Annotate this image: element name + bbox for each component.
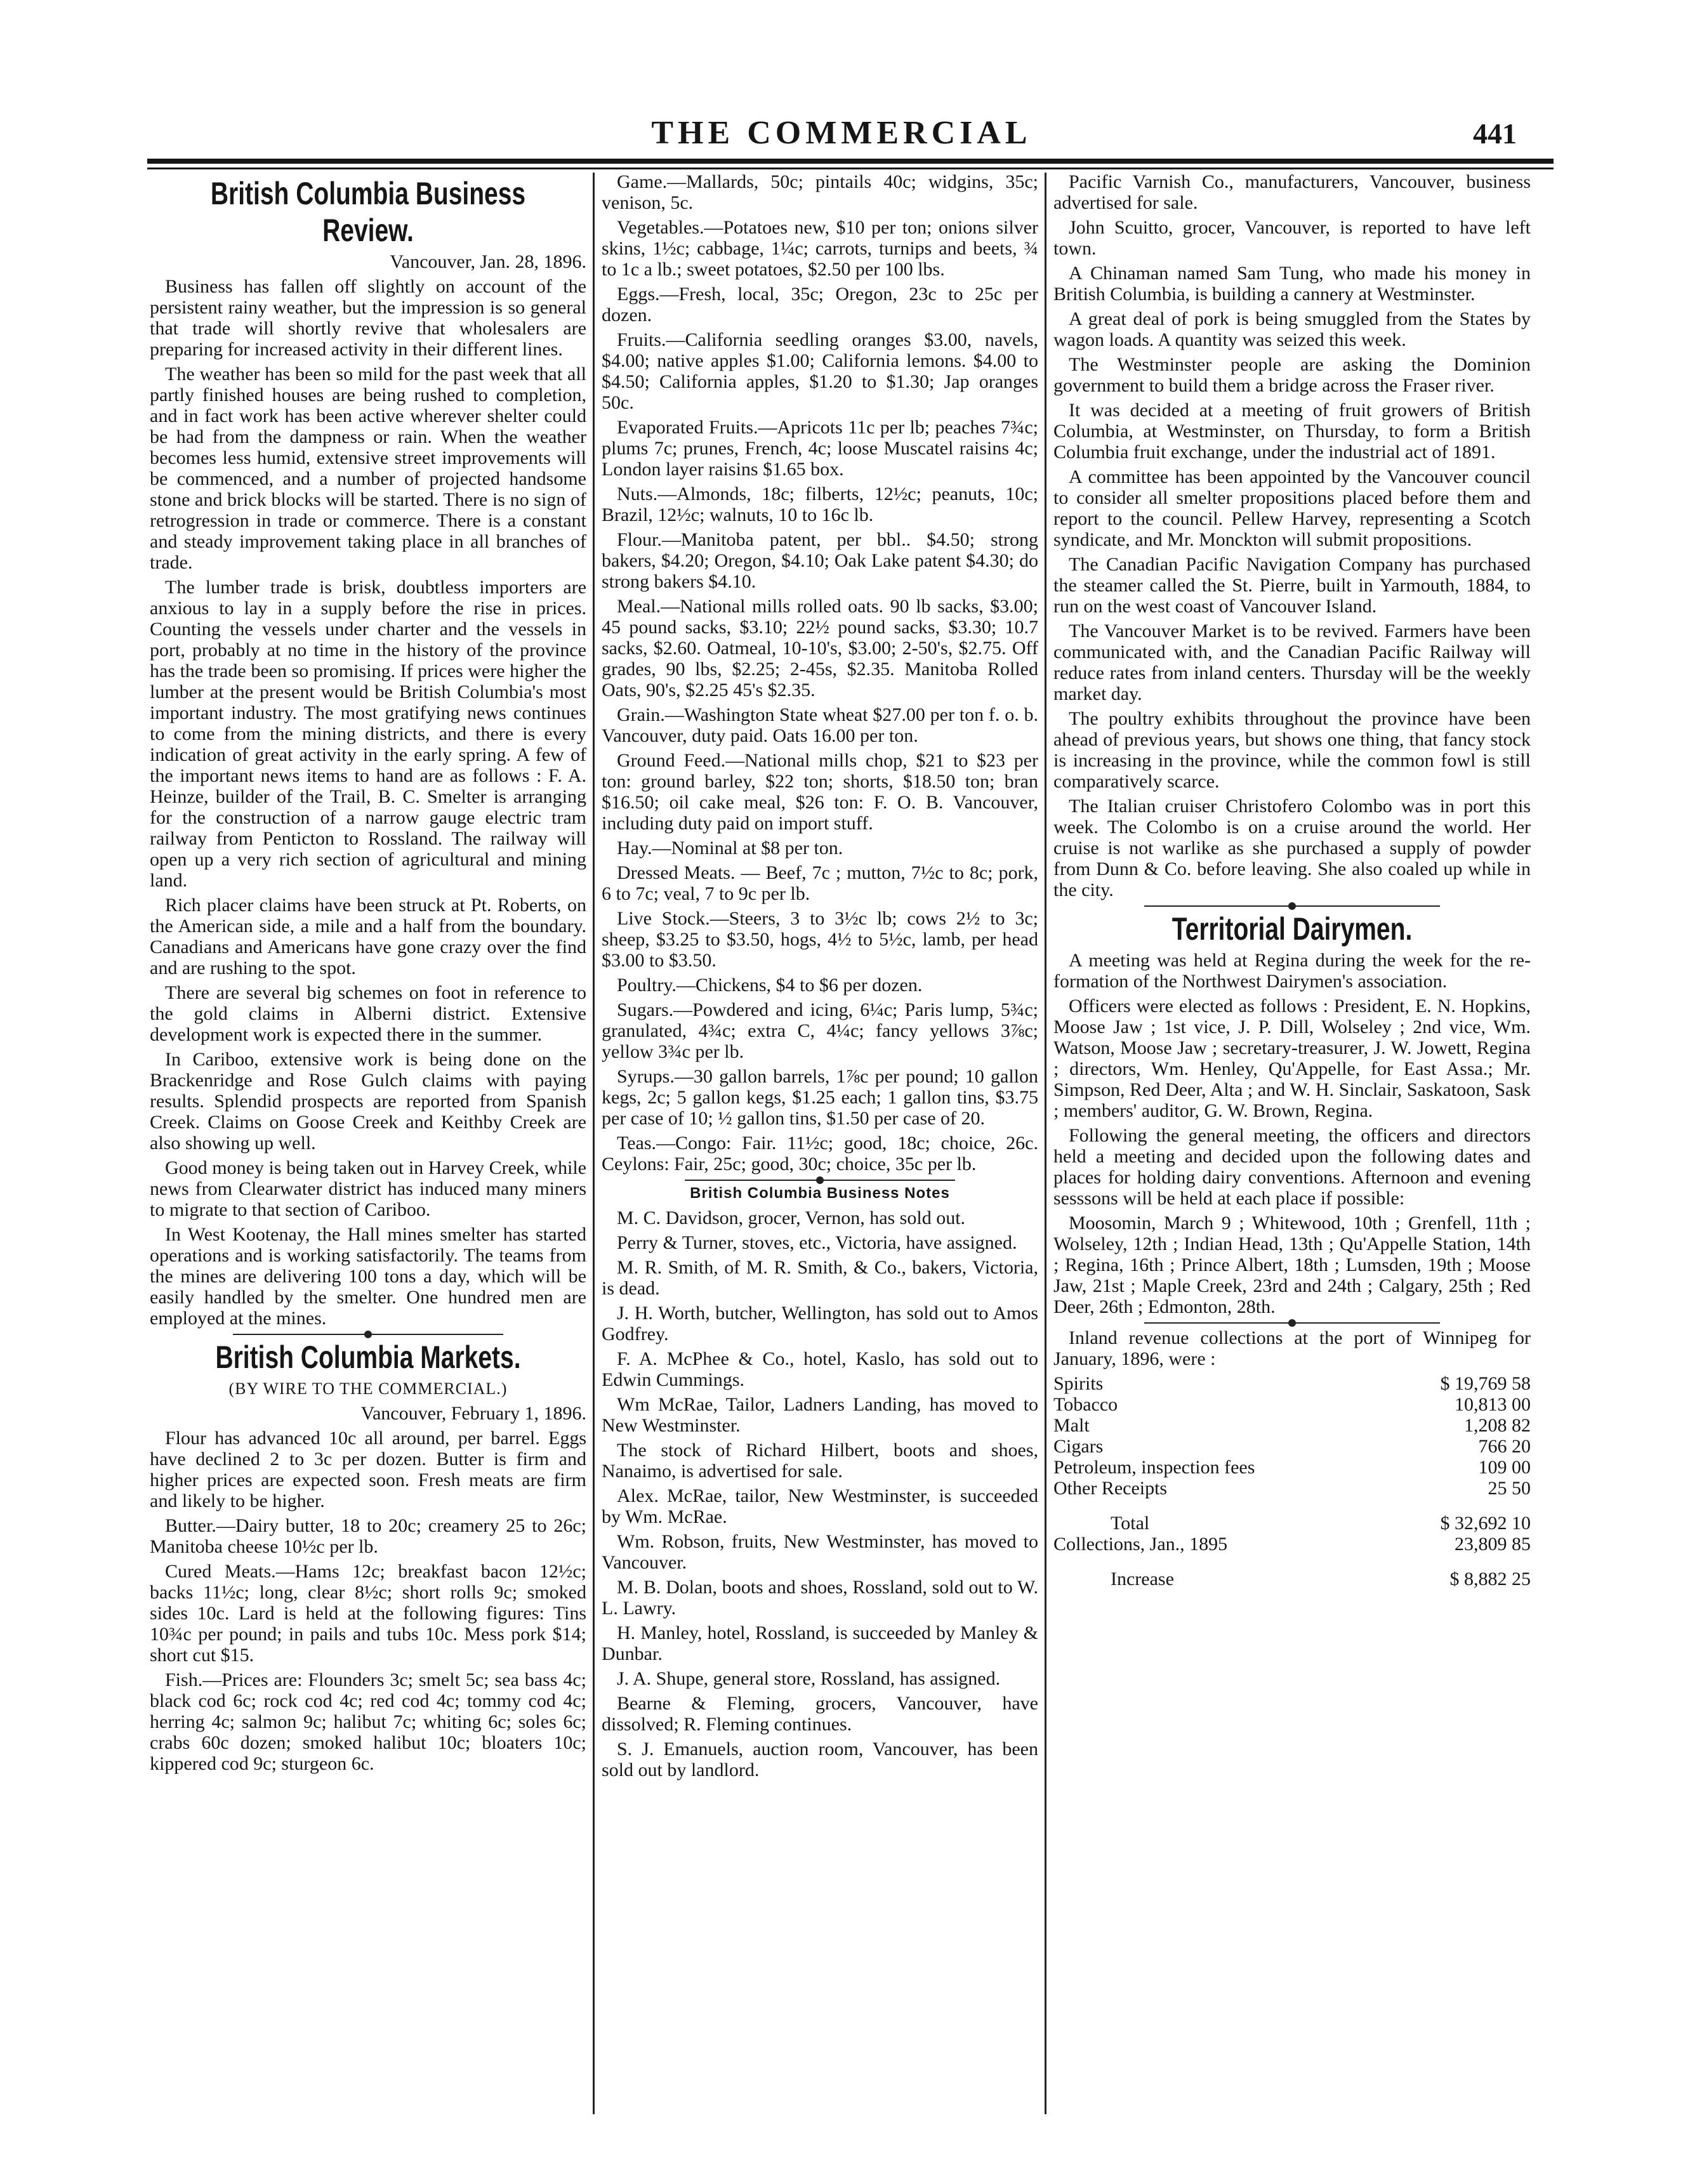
collections-row	[1053, 1534, 1531, 1555]
paragraph: The Vancouver Market is to be revived. Farmers have been communicated with, and the Canadian Pacific Railway will reduce rates from inland centers. Thursday will be the weekly market day.	[1053, 621, 1531, 704]
masthead	[0, 114, 1683, 152]
paragraph: Butter.—Dairy butter, 18 to 20c; creamery 25 to 26c; Manitoba cheese 10½c per lb.	[150, 1515, 586, 1557]
dateline: Vancouver, February 1, 1896.	[360, 1403, 586, 1424]
note-item: F. A. McPhee & Co., hotel, Kaslo, has sold out to Edwin Cummings.	[602, 1348, 1038, 1390]
paragraph: Flour.—Manitoba patent, per bbl.. $4.50; strong bakers, $4.20; Oregon, $4.10; Oak Lake patent $4.30; do strong bakers $4.10.	[602, 529, 1038, 592]
table-row	[1053, 1394, 1531, 1415]
total-label: Total	[1111, 1513, 1150, 1534]
paragraph: John Scuitto, grocer, Vancouver, is reported to have left town.	[1053, 217, 1531, 259]
revenue-amount: 10,813 00	[1455, 1394, 1531, 1415]
paragraph: The weather has been so mild for the past week that all partly finished houses are being rushed to completion, and in fact work has been active wherever shelter could be had from the dampness or rain. When the weather becomes less humid, extensive street improvements will be commenced, and a number of projected handsome stone and brick blocks will be started. There is no sign of retrogression in trade or commerce. There is a constant and steady improvement taking place in all branches of trade.	[150, 364, 586, 573]
paragraph: Grain.—Washington State wheat $27.00 per ton f. o. b. Vancouver, duty paid. Oats 16.00 per ton.	[602, 704, 1038, 746]
paragraph: There are several big schemes on foot in reference to the gold claims in Alberni district. Extensive development work is expected there in the summer.	[150, 982, 586, 1045]
note-item: Wm McRae, Tailor, Ladners Landing, has moved to New Westminster.	[602, 1394, 1038, 1436]
paragraph: Teas.—Congo: Fair. 11½c; good, 18c; choice, 26c. Ceylons: Fair, 25c; good, 30c; choice, 35c per lb.	[602, 1133, 1038, 1174]
revenue-label: Cigars	[1053, 1436, 1104, 1457]
table-row	[1053, 1436, 1531, 1457]
note-item: M. R. Smith, of M. R. Smith, & Co., bakers, Victoria, is dead.	[602, 1257, 1038, 1299]
paragraph: The lumber trade is brisk, doubtless importers are anxious to lay in a supply before the rise in prices. Counting the vessels under charter and the vessels in port, probably at no time in the history of the province has the trade been so promising. If prices were higher the lumber at the present would be British Columbia's most important industry. The most gratifying news continues to come from the mining districts, and there is every indication of great activity in the early spring. A few of the important news items to hand are as follows : F. A. Heinze, builder of the Trail, B. C. Smelter is arranging for the construction of a narrow gauge electric tram railway from Penticton to Rossland. The railway will open up a very rich section of agricultural and mining land.	[150, 577, 586, 891]
revenue-amount: $ 19,769 58	[1440, 1373, 1531, 1394]
paragraph: Flour has advanced 10c all around, per barrel. Eggs have declined 2 to 3c per dozen. Butter is firm and higher prices are expected soon. Fresh meats are firm and likely to be higher.	[150, 1428, 586, 1511]
paragraph: Sugars.—Powdered and icing, 6¼c; Paris lump, 5¾c; granulated, 4¾c; extra C, 4¼c; fancy yellows 3⅞c; yellow 3¾c per lb.	[602, 999, 1038, 1062]
newspaper-title: THE COMMERCIAL	[651, 115, 1032, 151]
paragraph: Eggs.—Fresh, local, 35c; Oregon, 23c to 25c per dozen.	[602, 284, 1038, 326]
revenue-amount: 1,208 82	[1464, 1415, 1531, 1436]
section-separator	[233, 1334, 504, 1335]
paragraph: Pacific Varnish Co., manufacturers, Vancouver, business advertised for sale.	[1053, 171, 1531, 213]
revenue-amount: 766 20	[1478, 1436, 1531, 1457]
table-row	[1053, 1415, 1531, 1436]
paragraph: A great deal of pork is being smuggled from the States by wagon loads. A quantity was seized this week.	[1053, 308, 1531, 350]
article-title-business-notes: British Columbia Business Notes	[690, 1185, 950, 1202]
paragraph: A meeting was held at Regina during the week for the re-formation of the Northwest Dairymen's association.	[1053, 950, 1531, 992]
revenue-label: Spirits	[1053, 1373, 1104, 1394]
revenue-table	[1053, 1373, 1531, 1589]
column-2	[602, 171, 1038, 2170]
paragraph: Live Stock.—Steers, 3 to 3½c lb; cows 2½ to 3c; sheep, $3.25 to $3.50, hogs, 4½ to 5½c, lamb, per head $3.00 to $3.50.	[602, 908, 1038, 971]
table-row	[1053, 1373, 1531, 1394]
paragraph: In Cariboo, extensive work is being done on the Brackenridge and Rose Gulch claims with paying results. Splendid prospects are reported from Spanish Creek. Claims on Goose Creek and Keithby Creek are also showing up well.	[150, 1049, 586, 1154]
paragraph: Meal.—National mills rolled oats. 90 lb sacks, $3.00; 45 pound sacks, $3.10; 22½ pound sacks, $3.30; 10.7 sacks, $2.60. Oatmeal, 10-10's, $3.00; 2-50's, $2.75. Off grades, 90 lbs, $2.25; 2-45s, $2.35. Manitoba Rolled Oats, 90's, $2.25 45's $2.35.	[602, 596, 1038, 701]
note-item: H. Manley, hotel, Rossland, is succeeded by Manley & Dunbar.	[602, 1622, 1038, 1664]
total-row	[1053, 1499, 1531, 1534]
table-row	[1053, 1457, 1531, 1478]
paragraph: Officers were elected as follows : President, E. N. Hopkins, Moose Jaw ; 1st vice, J. P. Dill, Wolseley ; 2nd vice, Wm. Watson, Moose Jaw ; secretary-treasurer, J. W. Jowett, Regina ; directors, Wm. Henley, Qu'Appelle, for East Assa.; Mr. Simpson, Red Deer, Alta ; and W. H. Sinclair, Saskatoon, Sask ; members' auditor, G. W. Brown, Regina.	[1053, 996, 1531, 1121]
column-1	[150, 171, 586, 2170]
paragraph: The Italian cruiser Christofero Colombo was in port this week. The Colombo is on a cruise around the world. Her cruise is not warlike as she purchased a supply of powder from Dunn & Co. before leaving. She also coaled up while in the city.	[1053, 796, 1531, 900]
dateline: Vancouver, Jan. 28, 1896.	[390, 251, 586, 272]
total-amount: $ 32,692 10	[1440, 1513, 1531, 1534]
note-item: Perry & Turner, stoves, etc., Victoria, have assigned.	[617, 1232, 1017, 1253]
column-divider-1	[593, 173, 595, 2114]
note-item: J. H. Worth, butcher, Wellington, has sold out to Amos Godfrey.	[602, 1303, 1038, 1345]
collections-amount: 23,809 85	[1455, 1534, 1531, 1555]
paragraph: The Westminster people are asking the Dominion government to build them a bridge across the Fraser river.	[1053, 354, 1531, 396]
paragraph: Fruits.—California seedling oranges $3.00, navels, $4.00; native apples $1.00; California lemons. $4.00 to $4.50; California apples, $1.20 to $1.30; Jap oranges 50c.	[602, 329, 1038, 413]
paragraph: The poultry exhibits throughout the province have been ahead of previous years, but shows one thing, that fancy stock is increasing in the province, while the common fowl is still comparatively scarce.	[1053, 708, 1531, 792]
paragraph: Cured Meats.—Hams 12c; breakfast bacon 12½c; backs 11½c; long, clear 8½c; short rolls 9c; smoked sides 10c. Lard is held at the following figures: Tins 10¾c per pound; in pails and tubs 10c. Mess pork $14; short cut $15.	[150, 1561, 586, 1666]
note-item: Alex. McRae, tailor, New Westminster, is succeeded by Wm. McRae.	[602, 1485, 1038, 1527]
column-3	[1053, 171, 1531, 2170]
column-divider-2	[1045, 173, 1046, 2114]
paragraph: Game.—Mallards, 50c; pintails 40c; widgins, 35c; venison, 5c.	[602, 171, 1038, 213]
paragraph: Good money is being taken out in Harvey Creek, while news from Clearwater district has induced many miners to migrate to that section of Cariboo.	[150, 1157, 586, 1220]
revenue-label: Petroleum, inspection fees	[1053, 1457, 1255, 1478]
paragraph: A Chinaman named Sam Tung, who made his money in British Columbia, is building a cannery at Westminster.	[1053, 263, 1531, 305]
note-item: J. A. Shupe, general store, Rossland, has assigned.	[617, 1668, 1001, 1689]
paragraph: Syrups.—30 gallon barrels, 1⅞c per pound; 10 gallon kegs, 2c; 5 gallon kegs, $1.25 each; 1 gallon tins, $3.75 per case of 10; ½ gallon tins, $1.50 per case of 20.	[602, 1066, 1038, 1129]
paragraph: Ground Feed.—National mills chop, $21 to $23 per ton: ground barley, $22 ton; shorts, $18.50 ton; bran $16.50; oil cake meal, $26 ton: F. O. B. Vancouver, including duty paid on import stuff.	[602, 750, 1038, 834]
note-item: The stock of Richard Hilbert, boots and shoes, Nanaimo, is advertised for sale.	[602, 1440, 1038, 1482]
article-title-dairymen: Territorial Dairymen.	[1172, 911, 1413, 947]
paragraph: Rich placer claims have been struck at Pt. Roberts, on the American side, a mile and a half from the boundary. Canadians and Americans have gone crazy over the find and are rushing to the spot.	[150, 895, 586, 978]
note-item: M. C. Davidson, grocer, Vernon, has sold out.	[617, 1207, 966, 1228]
paragraph: Following the general meeting, the officers and directors held a meeting and decided upon the following dates and places for holding dairy conventions. Afternoon and evening sesssons will be held at each place if possible:	[1053, 1125, 1531, 1209]
paragraph: Hay.—Nominal at $8 per ton.	[617, 838, 843, 858]
paragraph: In West Kootenay, the Hall mines smelter has started operations and is working satisfactorily. The teams from the mines are delivering 100 tons a day, which will be easily handled by the smelter. One hundred men are employed at the mines.	[150, 1224, 586, 1329]
header-rule-thin	[147, 168, 1554, 169]
table-row	[1053, 1478, 1531, 1499]
increase-row	[1053, 1555, 1531, 1589]
paragraph: Business has fallen off slightly on account of the persistent rainy weather, but the impression is so general that trade will shortly revive that wholesalers are preparing for increased activity in their different lines.	[150, 276, 586, 360]
section-separator	[1144, 905, 1440, 907]
revenue-label: Malt	[1053, 1415, 1090, 1436]
article-title-business-review: British Columbia Business Review.	[210, 176, 526, 248]
header-rule-thick	[147, 159, 1554, 164]
revenue-amount: 25 50	[1488, 1478, 1531, 1499]
paragraph: Poultry.—Chickens, $4 to $6 per dozen.	[617, 975, 923, 996]
note-item: S. J. Emanuels, auction room, Vancouver, has been sold out by landlord.	[602, 1739, 1038, 1780]
section-separator	[1144, 1322, 1440, 1324]
page-number: 441	[1473, 117, 1517, 150]
revenue-amount: 109 00	[1478, 1457, 1531, 1478]
paragraph: It was decided at a meeting of fruit growers of British Columbia, at Westminster, on Thursday, to form a British Columbia fruit exchange, under the industrial act of 1891.	[1053, 400, 1531, 463]
paragraph: Dressed Meats. — Beef, 7c ; mutton, 7½c to 8c; pork, 6 to 7c; veal, 7 to 9c per lb.	[602, 862, 1038, 904]
paragraph: Moosomin, March 9 ; Whitewood, 10th ; Grenfell, 11th ; Wolseley, 12th ; Indian Head, 13th ; Qu'Appelle Station, 14th ; Regina, 16th ; Prince Albert, 18th ; Lumsden, 19th ; Moose Jaw, 21st ; Maple Creek, 23rd and 24th ; Calgary, 25th ; Red Deer, 26th ; Edmonton, 28th.	[1053, 1213, 1531, 1317]
paragraph: Evaporated Fruits.—Apricots 11c per lb; peaches 7¾c; plums 7c; prunes, French, 4c; loose Muscatel raisins 4c; London layer raisins $1.65 box.	[602, 417, 1038, 480]
collections-label: Collections, Jan., 1895	[1053, 1534, 1228, 1555]
revenue-label: Tobacco	[1053, 1394, 1118, 1415]
note-item: M. B. Dolan, boots and shoes, Rossland, sold out to W. L. Lawry.	[602, 1577, 1038, 1619]
revenue-intro: Inland revenue collections at the port of Winnipeg for January, 1896, were :	[1053, 1327, 1531, 1369]
increase-amount: $ 8,882 25	[1449, 1569, 1531, 1589]
paragraph: Nuts.—Almonds, 18c; filberts, 12½c; peanuts, 10c; Brazil, 12½c; walnuts, 10 to 16c lb.	[602, 484, 1038, 525]
wire-note: (BY WIRE TO THE COMMERCIAL.)	[228, 1379, 508, 1398]
note-item: Wm. Robson, fruits, New Westminster, has moved to Vancouver.	[602, 1531, 1038, 1573]
note-item: Bearne & Fleming, grocers, Vancouver, have dissolved; R. Fleming continues.	[602, 1693, 1038, 1735]
increase-label: Increase	[1111, 1569, 1174, 1589]
paragraph: A committee has been appointed by the Vancouver council to consider all smelter propositions placed before them and report to the council. Pellew Harvey, representing a Scotch syndicate, and Mr. Monckton will submit propositions.	[1053, 466, 1531, 550]
revenue-label: Other Receipts	[1053, 1478, 1168, 1499]
paragraph: Fish.—Prices are: Flounders 3c; smelt 5c; sea bass 4c; black cod 6c; rock cod 4c; red cod 4c; tommy cod 4c; herring 4c; salmon 9c; halibut 7c; whiting 6c; soles 6c; crabs 60c dozen; smoked halibut 10c; bloaters 10c; kippered cod 9c; sturgeon 6c.	[150, 1669, 586, 1774]
paragraph: Vegetables.—Potatoes new, $10 per ton; onions silver skins, 1½c; cabbage, 1¼c; carrots, turnips and beets, ¾ to 1c a lb.; sweet potatoes, $2.50 per 100 lbs.	[602, 217, 1038, 280]
article-title-markets: British Columbia Markets.	[215, 1339, 521, 1375]
section-separator	[685, 1180, 956, 1181]
paragraph: The Canadian Pacific Navigation Company has purchased the steamer called the St. Pierre, built in Yarmouth, 1884, to run on the west coast of Vancouver Island.	[1053, 554, 1531, 617]
